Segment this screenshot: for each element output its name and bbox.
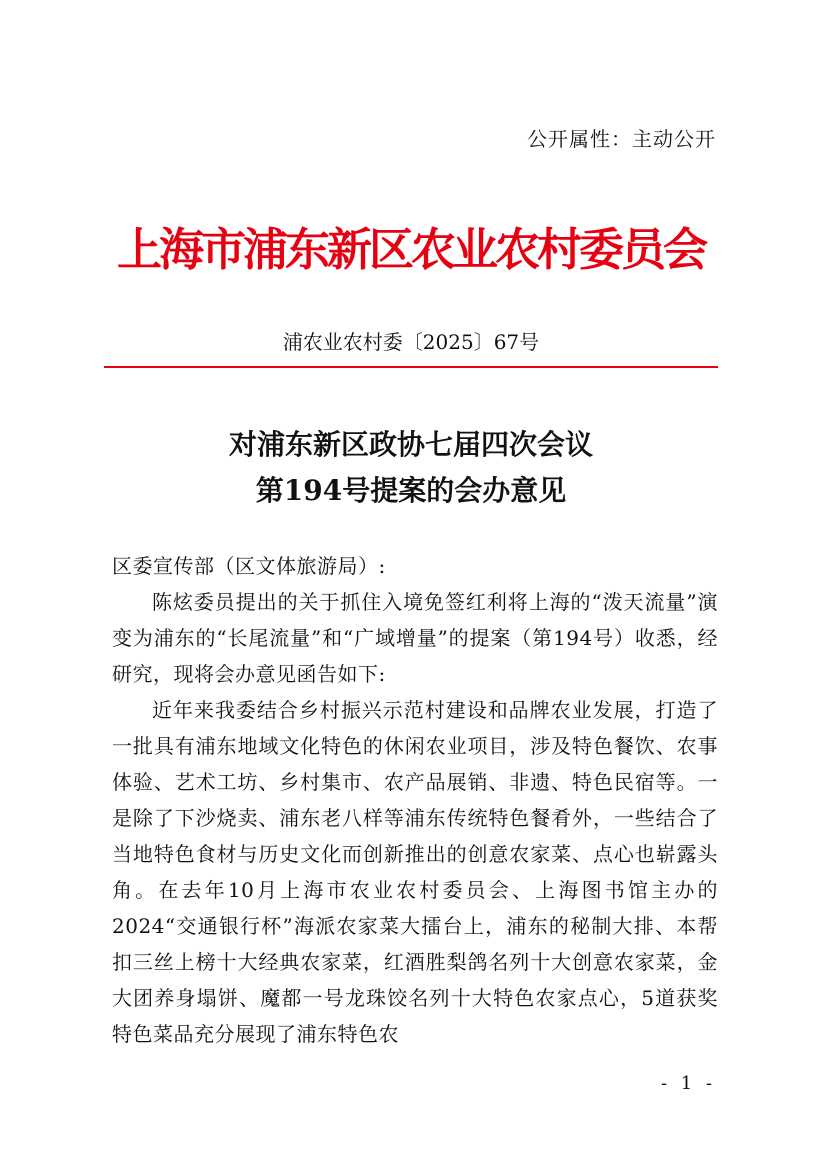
document-title [104, 422, 718, 514]
document-body [112, 548, 718, 1052]
red-divider-line [104, 366, 718, 368]
body-paragraph-2: 近年来我委结合乡村振兴示范村建设和品牌农业发展，打造了一批具有浦东地域文化特色的休闲农业项目，涉及特色餐饮、农事体验、艺术工坊、乡村集市、农产品展销、非遗、特色民宿等。一是除了下沙烧卖、浦东老八样等浦东传统特色餐肴外，一些结合了当地特色食材与历史文化而创新推出的创意农家菜、点心也崭露头角。在去年10月上海市农业农村委员会、上海图书馆主办的2024“交通银行杯”海派农家菜大擂台上，浦东的秘制大排、本帮扣三丝上榜十大经典农家菜，红酒胜梨鸽名列十大创意农家菜，金大团养身塌饼、魔都一号龙珠饺名列十大特色农家点心，5道获奖特色菜品充分展现了浦东特色农 [112, 698, 718, 1046]
document-title-line-2: 第194号提案的会办意见 [255, 474, 567, 507]
addressee: 区委宣传部（区文体旅游局）: [112, 554, 386, 578]
document-number: 浦农业农村委〔2025〕67号 [282, 330, 540, 354]
page-number: - 1 - [660, 1073, 716, 1094]
issuing-organization-title: 上海市浦东新区农业农村委员会 [116, 223, 705, 276]
body-paragraph-1: 陈炫委员提出的关于抓住入境免签红利将上海的“泼天流量”演变为浦东的“长尾流量”和“广域增量”的提案（第194号）收悉，经研究，现将会办意见函告如下: [112, 590, 718, 686]
document-title-line-1: 对浦东新区政协七届四次会议 [228, 428, 593, 461]
disclosure-attribute: 公开属性：主动公开 [527, 127, 716, 151]
